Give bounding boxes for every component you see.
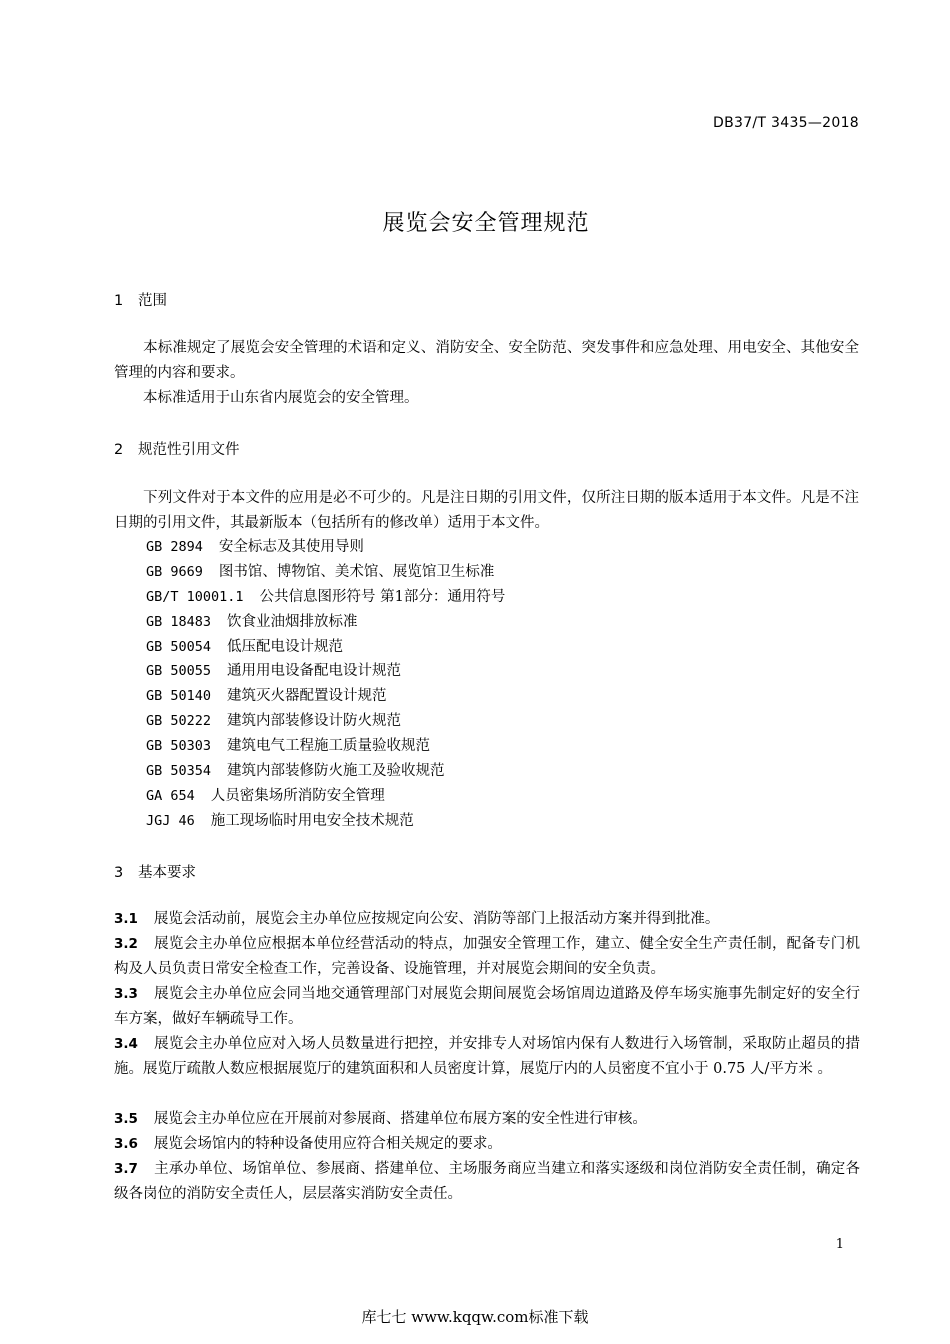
clause-number: 3.5 xyxy=(114,1111,138,1127)
document-code: DB37/T 3435—2018 xyxy=(713,115,859,131)
reference-item xyxy=(146,610,505,635)
document-title: 展览会安全管理规范 xyxy=(382,211,590,236)
reference-code: GB 50303 xyxy=(146,738,212,755)
clause-3-2 xyxy=(114,932,860,982)
reference-name: 施工现场临时用电安全技术规范 xyxy=(210,812,414,829)
clause-3-3 xyxy=(114,982,860,1032)
reference-item xyxy=(146,659,505,684)
section-number: 1 xyxy=(114,293,124,309)
clause-number: 3.6 xyxy=(114,1136,138,1152)
clause-number: 3.7 xyxy=(114,1161,138,1177)
reference-name: 低压配电设计规范 xyxy=(227,638,344,655)
clause-3-1 xyxy=(114,907,860,932)
clause-number: 3.4 xyxy=(114,1036,138,1052)
section-title: 基本要求 xyxy=(138,865,196,881)
reference-list xyxy=(146,535,505,834)
reference-code: GB 50354 xyxy=(146,763,212,780)
reference-item xyxy=(146,809,505,834)
clause-number: 3.3 xyxy=(114,986,138,1002)
section-number: 3 xyxy=(114,865,124,881)
section-heading-basic-requirements xyxy=(114,861,196,882)
clause-number: 3.2 xyxy=(114,936,138,952)
clause-text: 展览会活动前，展览会主办单位应按规定向公安、消防等部门上报活动方案并得到批准。 xyxy=(153,911,720,927)
reference-item xyxy=(146,560,505,585)
reference-item xyxy=(146,784,505,809)
clause-text: 展览会主办单位应在开展前对参展商、搭建单位布展方案的安全性进行审核。 xyxy=(153,1111,647,1127)
reference-name: 饮食业油烟排放标准 xyxy=(227,613,358,630)
reference-code: GB 50140 xyxy=(146,688,212,705)
clause-text: 展览会主办单位应对入场人员数量进行把控，并安排专人对场馆内保有人数进行入场管制，采取防止超员的措施。展览厅疏散人数应根据展览厅的建筑面积和人员密度计算，展览厅内的人员密度不宜小于 0.75 人/平方米 。 xyxy=(114,1036,860,1077)
reference-code: GB 50054 xyxy=(146,638,212,655)
scope-paragraph-2 xyxy=(114,386,859,411)
section-title: 范围 xyxy=(138,293,167,309)
reference-item xyxy=(146,734,505,759)
reference-name: 公共信息图形符号 第1部分：通用符号 xyxy=(259,588,506,605)
reference-name: 人员密集场所消防安全管理 xyxy=(210,787,385,804)
paragraph-text: 本标准适用于山东省内展览会的安全管理。 xyxy=(143,390,419,406)
clause-text: 展览会主办单位应会同当地交通管理部门对展览会期间展览会场馆周边道路及停车场实施事先制定好的安全行车方案，做好车辆疏导工作。 xyxy=(114,986,860,1027)
clause-3-5 xyxy=(114,1107,860,1132)
reference-code: JGJ 46 xyxy=(146,812,195,829)
clause-text: 主承办单位、场馆单位、参展商、搭建单位、主场服务商应当建立和落实逐级和岗位消防安全责任制，确定各级各岗位的消防安全责任人，层层落实消防安全责任。 xyxy=(114,1161,860,1202)
reference-item xyxy=(146,585,505,610)
footer-watermark: 库七七 www.kqqw.com标准下载 xyxy=(361,1308,589,1326)
reference-code: GB 9669 xyxy=(146,563,203,580)
section-heading-scope xyxy=(114,289,167,310)
reference-code: GB 2894 xyxy=(146,539,203,555)
clause-text: 展览会主办单位应根据本单位经营活动的特点，加强安全管理工作，建立、健全安全生产责任制，配备专门机构及人员负责日常安全检查工作，完善设备、设施管理，并对展览会期间的安全负责。 xyxy=(114,936,860,977)
clause-3-4 xyxy=(114,1032,860,1082)
reference-name: 建筑电气工程施工质量验收规范 xyxy=(227,738,431,755)
scope-paragraph-1 xyxy=(114,336,859,386)
clause-3-6 xyxy=(114,1132,860,1157)
clause-3-7 xyxy=(114,1157,860,1207)
page-number: 1 xyxy=(835,1237,844,1252)
section-heading-references xyxy=(114,438,240,459)
reference-name: 安全标志及其使用导则 xyxy=(218,539,364,555)
reference-code: GB 50222 xyxy=(146,713,212,730)
reference-name: 建筑内部装修防火施工及验收规范 xyxy=(227,763,445,780)
reference-code: GB 50055 xyxy=(146,663,212,680)
section-title: 规范性引用文件 xyxy=(138,442,240,458)
reference-item xyxy=(146,759,505,784)
reference-name: 图书馆、博物馆、美术馆、展览馆卫生标准 xyxy=(218,563,495,580)
references-intro xyxy=(114,486,859,536)
reference-item xyxy=(146,635,505,660)
reference-name: 建筑内部装修设计防火规范 xyxy=(227,713,402,730)
reference-item xyxy=(146,709,505,734)
reference-code: GB/T 10001.1 xyxy=(146,588,244,605)
section-number: 2 xyxy=(114,442,124,458)
clause-number: 3.1 xyxy=(114,911,138,927)
paragraph-text: 本标准规定了展览会安全管理的术语和定义、消防安全、安全防范、突发事件和应急处理、用电安全、其他安全管理的内容和要求。 xyxy=(114,340,859,381)
reference-code: GB 18483 xyxy=(146,613,212,630)
paragraph-text: 下列文件对于本文件的应用是必不可少的。凡是注日期的引用文件，仅所注日期的版本适用于本文件。凡是不注日期的引用文件，其最新版本（包括所有的修改单）适用于本文件。 xyxy=(114,490,859,531)
reference-code: GA 654 xyxy=(146,787,195,804)
reference-name: 通用用电设备配电设计规范 xyxy=(227,663,402,680)
reference-name: 建筑灭火器配置设计规范 xyxy=(227,688,387,705)
reference-item xyxy=(146,535,505,560)
reference-item xyxy=(146,684,505,709)
clause-text: 展览会场馆内的特种设备使用应符合相关规定的要求。 xyxy=(153,1136,502,1152)
